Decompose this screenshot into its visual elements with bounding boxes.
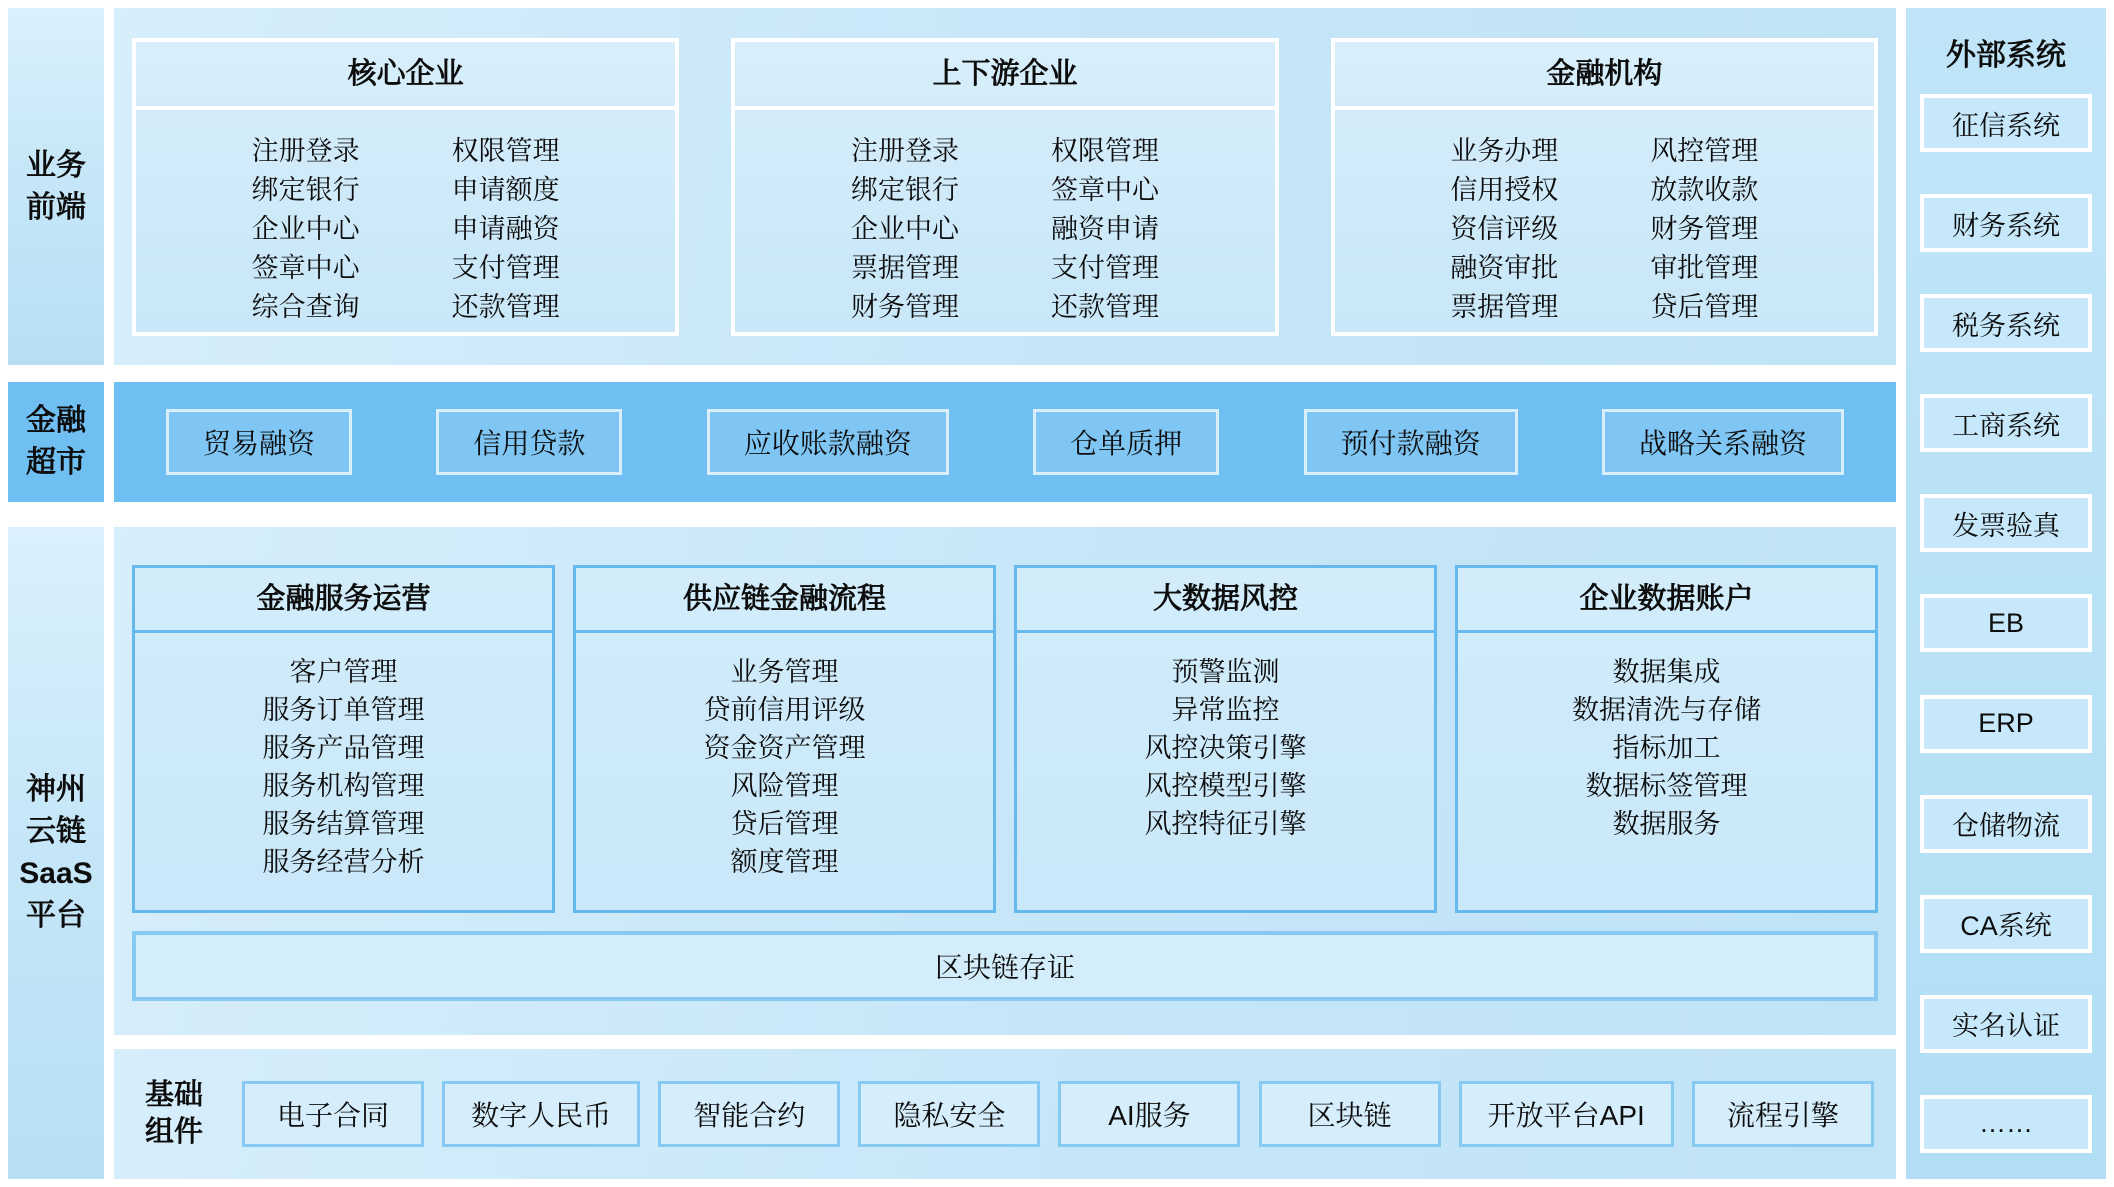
feature-item: 签章中心 bbox=[1050, 175, 1159, 205]
feature-list bbox=[1051, 132, 1159, 327]
feature-item: 财务管理 bbox=[1650, 214, 1759, 244]
feature-item: 申请融资 bbox=[451, 214, 560, 244]
base-component-item: AI服务 bbox=[1058, 1081, 1240, 1147]
sidebar-label-line: 前端 bbox=[26, 190, 86, 224]
module-item: 预警监测 bbox=[1171, 657, 1280, 687]
module-item: 资金资产管理 bbox=[703, 733, 866, 763]
module-item: 客户管理 bbox=[289, 657, 398, 687]
feature-list bbox=[1450, 132, 1558, 327]
feature-list bbox=[452, 132, 560, 327]
feature-item: 信用授权 bbox=[1450, 175, 1559, 205]
feature-item: 注册登录 bbox=[251, 136, 360, 166]
module-item: 风控模型引擎 bbox=[1144, 771, 1307, 801]
module-supply-chain-finance-flow bbox=[573, 565, 996, 913]
module-title: 供应链金融流程 bbox=[576, 568, 993, 633]
sidebar-label-line: 业务 bbox=[26, 148, 86, 182]
base-component-item: 流程引擎 bbox=[1692, 1081, 1874, 1147]
feature-list bbox=[1650, 132, 1758, 327]
sidebar-label-line: 超市 bbox=[26, 446, 86, 479]
feature-columns bbox=[1335, 110, 1874, 327]
feature-item: 放款收款 bbox=[1650, 175, 1759, 205]
module-title: 企业数据账户 bbox=[1458, 568, 1875, 633]
module-title: 金融服务运营 bbox=[135, 568, 552, 633]
panel-title: 核心企业 bbox=[136, 42, 675, 110]
base-component-item: 智能合约 bbox=[658, 1081, 840, 1147]
sidebar-label-finance-market bbox=[8, 382, 104, 502]
base-component-item: 隐私安全 bbox=[858, 1081, 1040, 1147]
external-system-item: 实名认证 bbox=[1920, 995, 2092, 1053]
market-item: 仓单质押 bbox=[1033, 409, 1219, 475]
module-item: 指标加工 bbox=[1612, 733, 1721, 763]
feature-item: 注册登录 bbox=[850, 136, 959, 166]
module-item: 风控决策引擎 bbox=[1144, 733, 1307, 763]
base-components-label bbox=[136, 1077, 212, 1151]
feature-item: 融资审批 bbox=[1450, 253, 1559, 283]
external-system-item: EB bbox=[1920, 594, 2092, 652]
external-system-item: 财务系统 bbox=[1920, 194, 2092, 252]
feature-item: 业务办理 bbox=[1450, 136, 1559, 166]
external-systems-panel bbox=[1906, 8, 2106, 1179]
panel-title: 上下游企业 bbox=[735, 42, 1274, 110]
feature-item: 申请额度 bbox=[451, 175, 560, 205]
module-bigdata-risk-control bbox=[1014, 565, 1437, 913]
module-item-list bbox=[1017, 633, 1434, 843]
external-system-item: 工商系统 bbox=[1920, 394, 2092, 452]
module-title: 大数据风控 bbox=[1017, 568, 1434, 633]
feature-item: 签章中心 bbox=[251, 253, 360, 283]
module-item: 业务管理 bbox=[730, 657, 839, 687]
feature-item: 综合查询 bbox=[251, 292, 360, 322]
saas-modules bbox=[132, 565, 1878, 913]
external-system-item: 发票验真 bbox=[1920, 494, 2092, 552]
base-component-item: 开放平台API bbox=[1459, 1081, 1674, 1147]
feature-list bbox=[851, 132, 959, 327]
feature-item: 企业中心 bbox=[251, 214, 360, 244]
panel-core-enterprise bbox=[132, 38, 679, 336]
feature-item: 风控管理 bbox=[1650, 136, 1759, 166]
panel-financial-institution bbox=[1331, 38, 1878, 336]
base-component-item: 区块链 bbox=[1259, 1081, 1441, 1147]
panel-title: 金融机构 bbox=[1335, 42, 1874, 110]
feature-item: 权限管理 bbox=[1050, 136, 1159, 166]
market-item: 战略关系融资 bbox=[1602, 409, 1844, 475]
external-system-item: 仓储物流 bbox=[1920, 795, 2092, 853]
module-item: 数据集成 bbox=[1612, 657, 1721, 687]
module-item: 风险管理 bbox=[730, 771, 839, 801]
sidebar-label-line: 云链 bbox=[26, 815, 86, 848]
feature-item: 融资申请 bbox=[1050, 214, 1159, 244]
market-item: 信用贷款 bbox=[436, 409, 622, 475]
base-components-band bbox=[114, 1049, 1896, 1179]
module-item: 服务经营分析 bbox=[262, 847, 425, 877]
module-item: 数据清洗与存储 bbox=[1572, 695, 1761, 725]
external-system-item: CA系统 bbox=[1920, 895, 2092, 953]
module-item: 服务机构管理 bbox=[262, 771, 425, 801]
market-item: 预付款融资 bbox=[1304, 409, 1518, 475]
feature-item: 绑定银行 bbox=[251, 175, 360, 205]
feature-item: 财务管理 bbox=[850, 292, 959, 322]
feature-item: 支付管理 bbox=[1050, 253, 1159, 283]
external-systems-title: 外部系统 bbox=[1946, 39, 2066, 72]
feature-columns bbox=[136, 110, 675, 327]
feature-item: 资信评级 bbox=[1450, 214, 1559, 244]
base-component-item: 电子合同 bbox=[242, 1081, 424, 1147]
feature-list bbox=[252, 132, 360, 327]
feature-item: 票据管理 bbox=[1450, 292, 1559, 322]
feature-item: 支付管理 bbox=[451, 253, 560, 283]
base-component-list bbox=[242, 1081, 1874, 1147]
module-item: 贷前信用评级 bbox=[703, 695, 866, 725]
module-item: 服务产品管理 bbox=[262, 733, 425, 763]
market-item: 贸易融资 bbox=[166, 409, 352, 475]
feature-item: 权限管理 bbox=[451, 136, 560, 166]
external-system-list bbox=[1906, 78, 2106, 1179]
panel-updownstream-enterprise bbox=[731, 38, 1278, 336]
finance-market-band bbox=[114, 382, 1896, 502]
feature-item: 审批管理 bbox=[1650, 253, 1759, 283]
feature-item: 还款管理 bbox=[451, 292, 560, 322]
main-column bbox=[114, 8, 1896, 1179]
base-label-line: 组件 bbox=[144, 1116, 203, 1148]
feature-item: 还款管理 bbox=[1050, 292, 1159, 322]
module-item-list bbox=[135, 633, 552, 881]
sidebar-label-business-frontend bbox=[8, 8, 104, 365]
module-item: 贷后管理 bbox=[730, 809, 839, 839]
feature-item: 票据管理 bbox=[850, 253, 959, 283]
base-label-line: 基础 bbox=[144, 1079, 203, 1111]
sidebar-label-saas-platform bbox=[8, 527, 104, 1179]
feature-item: 贷后管理 bbox=[1650, 292, 1759, 322]
external-system-item: …… bbox=[1920, 1095, 2092, 1153]
sidebar-label-line: 平台 bbox=[26, 899, 86, 932]
blockchain-evidence-bar: 区块链存证 bbox=[132, 931, 1878, 1001]
sidebar-label-line: 神州 bbox=[26, 773, 86, 806]
module-item: 数据服务 bbox=[1612, 809, 1721, 839]
external-system-item: 征信系统 bbox=[1920, 94, 2092, 152]
market-item: 应收账款融资 bbox=[707, 409, 949, 475]
feature-columns bbox=[735, 110, 1274, 327]
feature-item: 绑定银行 bbox=[850, 175, 959, 205]
module-item: 服务订单管理 bbox=[262, 695, 425, 725]
module-item: 服务结算管理 bbox=[262, 809, 425, 839]
business-frontend-band bbox=[114, 8, 1896, 365]
module-item-list bbox=[1458, 633, 1875, 843]
module-enterprise-data-account bbox=[1455, 565, 1878, 913]
module-item: 额度管理 bbox=[730, 847, 839, 877]
module-item-list bbox=[576, 633, 993, 881]
external-system-item: ERP bbox=[1920, 695, 2092, 753]
feature-item: 企业中心 bbox=[850, 214, 959, 244]
module-item: 风控特征引擎 bbox=[1144, 809, 1307, 839]
external-system-item: 税务系统 bbox=[1920, 294, 2092, 352]
module-item: 异常监控 bbox=[1171, 695, 1280, 725]
sidebar-column bbox=[8, 8, 104, 1179]
module-item: 数据标签管理 bbox=[1585, 771, 1748, 801]
sidebar-label-line: 金融 bbox=[26, 404, 86, 437]
base-component-item: 数字人民币 bbox=[442, 1081, 640, 1147]
module-financial-service-operation bbox=[132, 565, 555, 913]
saas-platform-panel bbox=[114, 527, 1896, 1035]
sidebar-label-line: SaaS bbox=[19, 857, 93, 890]
